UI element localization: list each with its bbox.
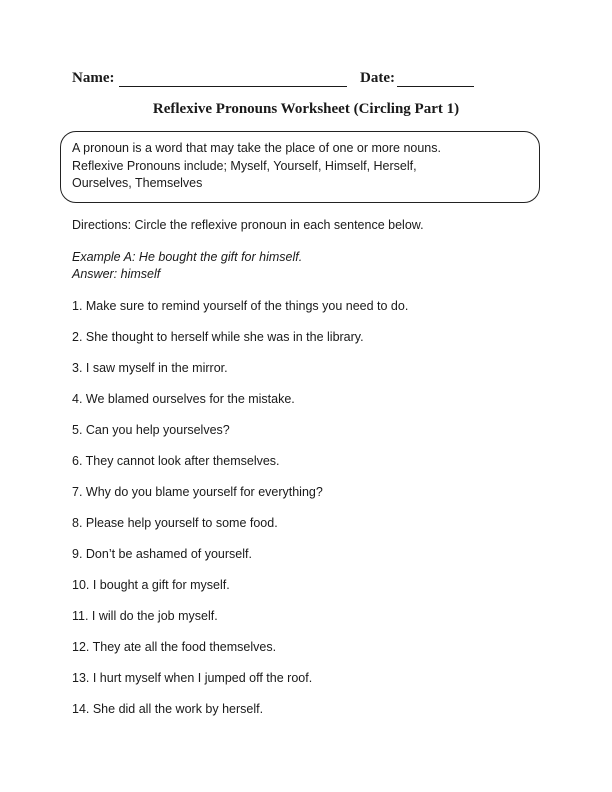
name-blank-line [119,86,347,87]
date-blank-line [397,86,474,87]
name-date-header [72,70,492,92]
pronoun-info-box [60,131,540,203]
sentence-item: 13. I hurt myself when I jumped off the roof. [72,671,313,685]
example-sentence: Example A: He bought the gift for himself. [72,250,303,264]
directions-text: Directions: Circle the reflexive pronoun in each sentence below. [72,218,424,232]
sentence-item: 9. Don’t be ashamed of yourself. [72,547,252,561]
sentence-item: 3. I saw myself in the mirror. [72,361,228,375]
sentence-item: 8. Please help yourself to some food. [72,516,278,530]
sentence-item: 1. Make sure to remind yourself of the things you need to do. [72,299,409,313]
sentence-item: 14. She did all the work by herself. [72,702,264,716]
info-line: A pronoun is a word that may take the place of one or more nouns. [72,141,441,155]
example-answer: Answer: himself [72,267,161,281]
sentence-item: 5. Can you help yourselves? [72,423,230,437]
sentence-item: 4. We blamed ourselves for the mistake. [72,392,295,406]
sentence-item: 11. I will do the job myself. [72,609,218,623]
sentence-item: 7. Why do you blame yourself for everything? [72,485,323,499]
info-line: Reflexive Pronouns include; Myself, Yourself, Himself, Herself, [72,158,417,173]
info-line: Ourselves, Themselves [72,176,203,190]
sentence-item: 6. They cannot look after themselves. [72,454,280,468]
sentence-item: 10. I bought a gift for myself. [72,578,230,592]
date-label: Date: [360,70,395,86]
sentence-item: 2. She thought to herself while she was in the library. [72,330,364,344]
worksheet-title: Reflexive Pronouns Worksheet (Circling Part 1) [152,101,460,117]
example-block [72,249,302,283]
sentence-item: 12. They ate all the food themselves. [72,640,277,654]
name-label: Name: [72,70,115,86]
sentence-list [72,298,408,732]
